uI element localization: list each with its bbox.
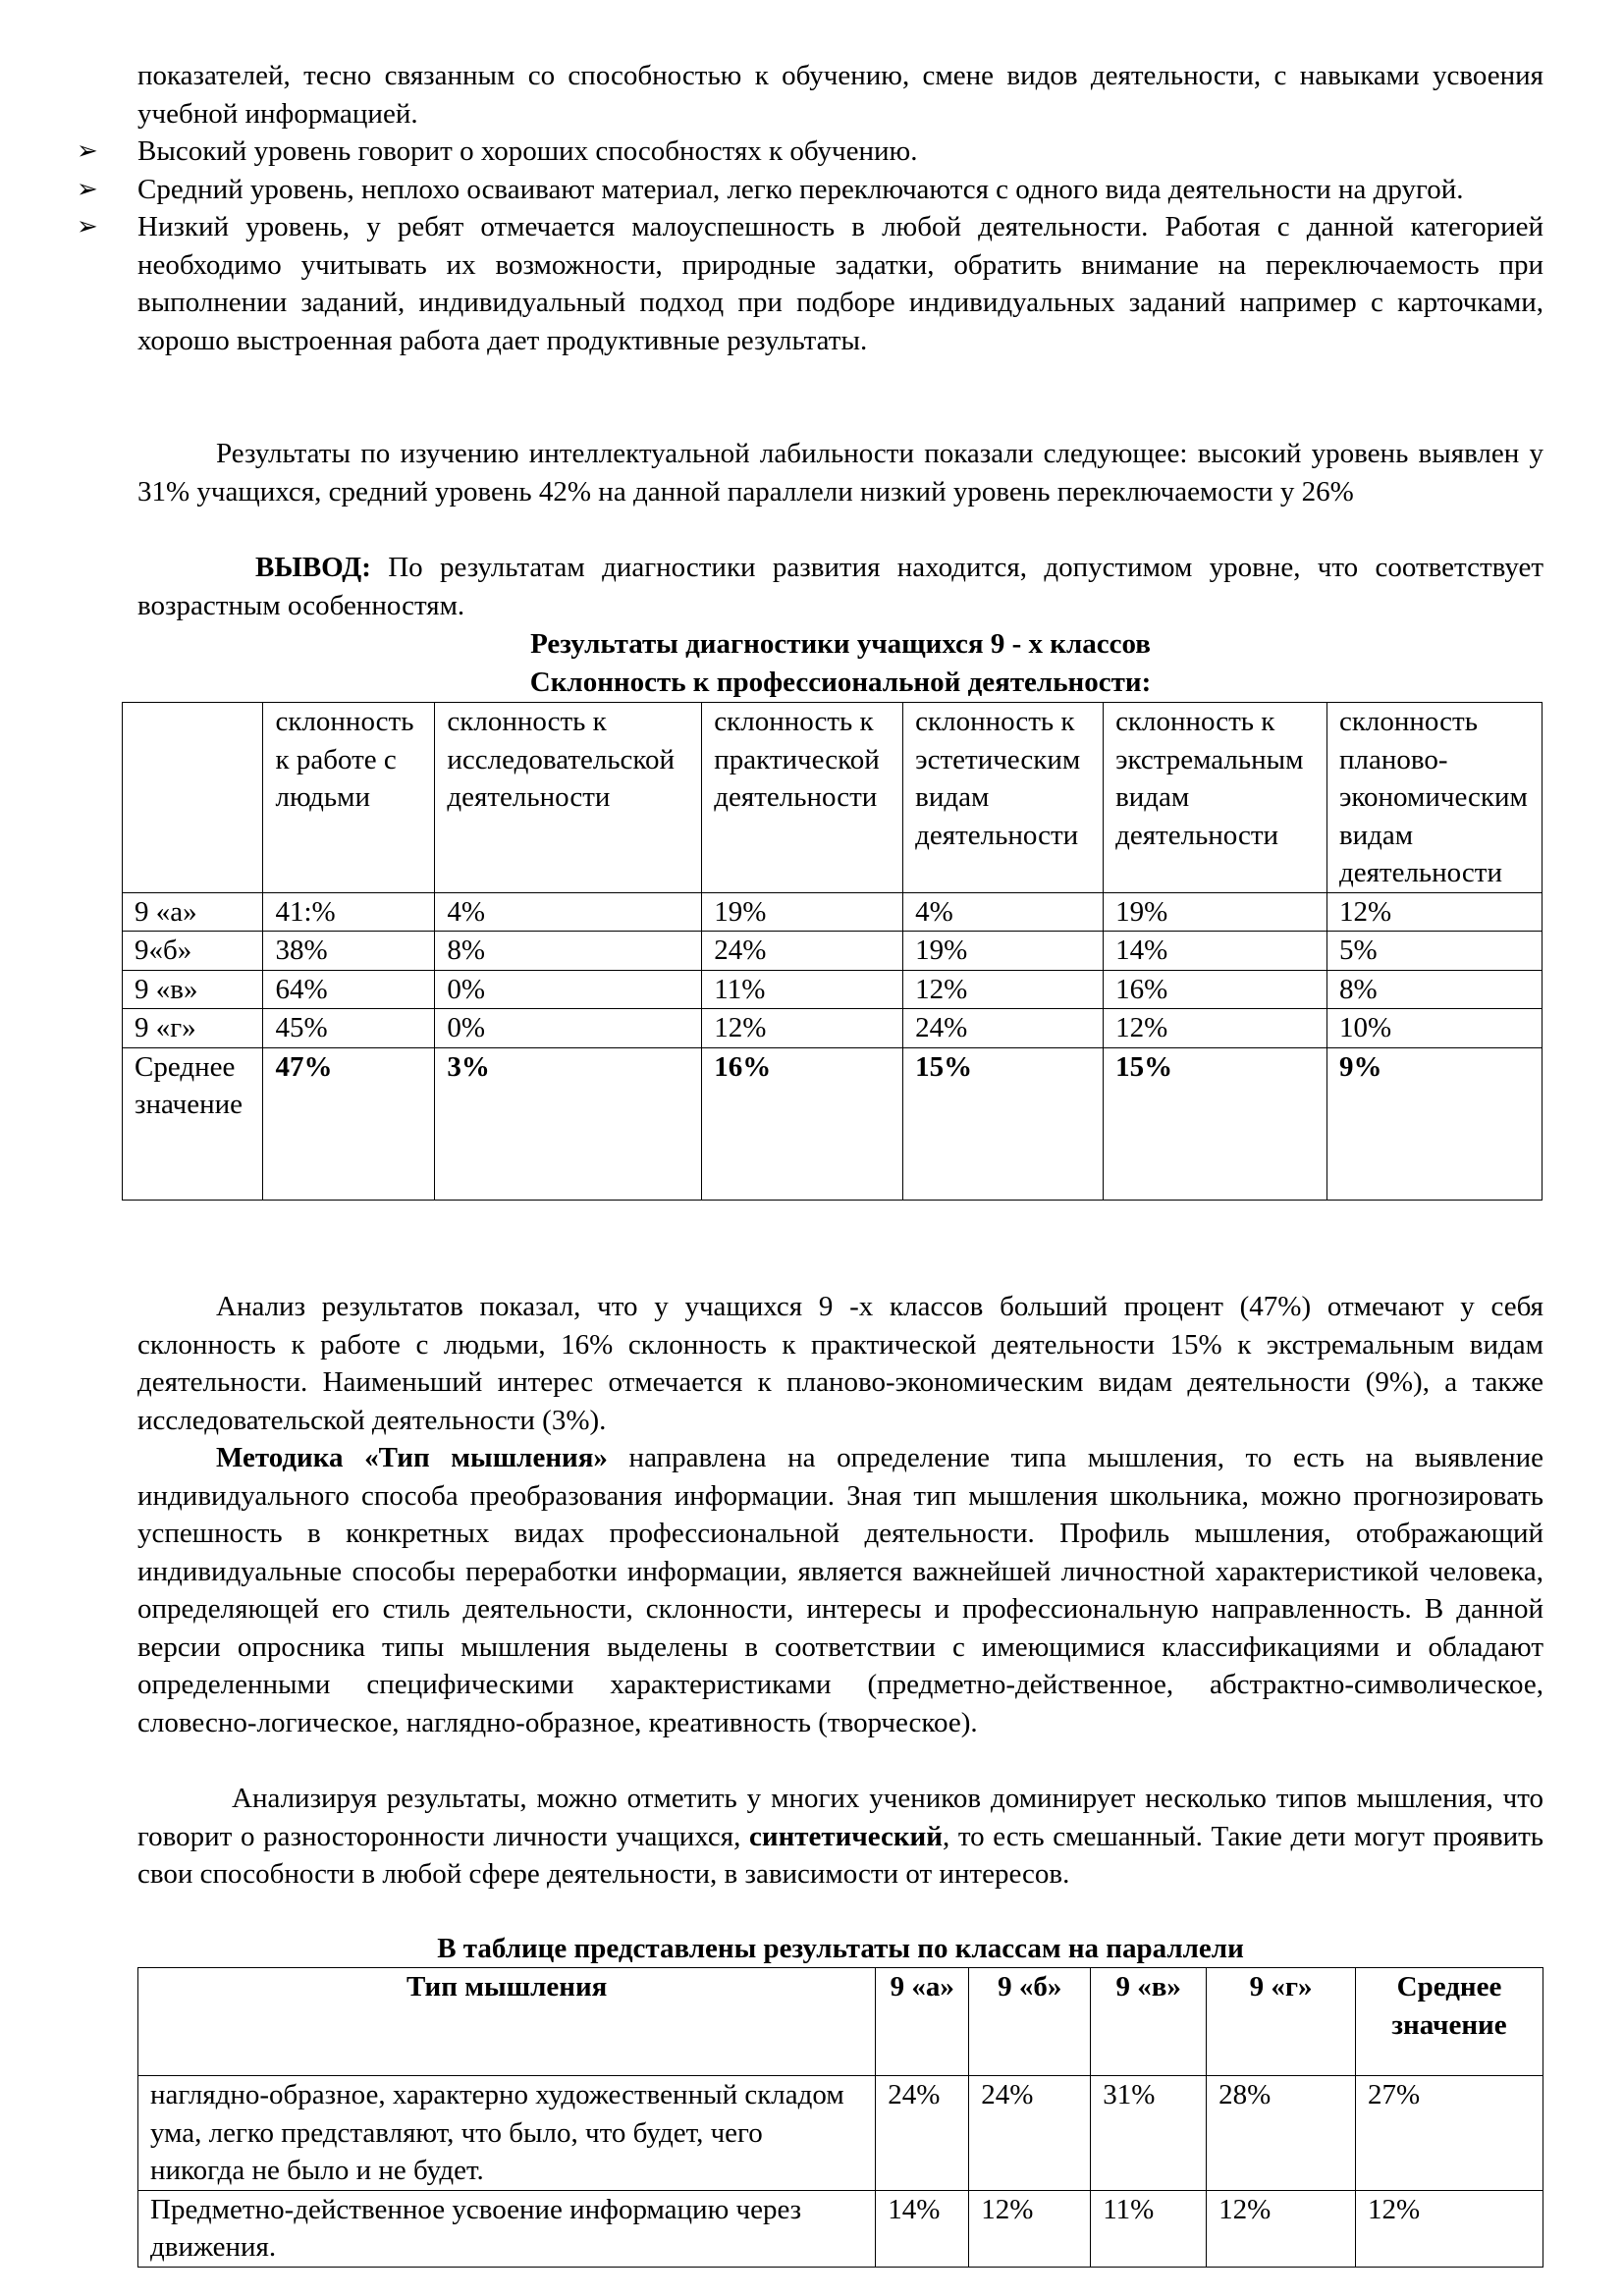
average-row [123,1047,1543,1200]
table-cell: 24% [702,932,903,971]
table-cell: 4% [903,892,1104,932]
table-header-cell: склонность к эстетическим видам деятельности [903,703,1104,893]
table-cell: 11% [702,970,903,1009]
table-cell: 12% [702,1009,903,1048]
intro-text: показателей, тесно связанным со способностью к обучению, смене видов деятельности, с навыками усвоения учебной информацией. [137,60,1543,130]
table-cell: 0% [435,1009,702,1048]
table-cell: 45% [263,1009,435,1048]
table-cell: 24% [903,1009,1104,1048]
table-cell: 10% [1326,1009,1542,1048]
table-cell: 12% [1207,2190,1356,2267]
table-row [123,932,1543,971]
average-cell: 9% [1326,1047,1542,1200]
table1-title: Результаты диагностики учащихся 9 - х классов [530,628,1151,660]
class-label: 9 «а» [123,892,263,932]
table-cell: 24% [876,2076,969,2191]
method-text: направлена на определение типа мышления, то есть на выявление индивидуального способа преобразования информации. Зная тип мышления школьника, можно прогнозировать успешность в конкретных видах профессиональной деятельности. Профиль мышления, отображающий индивидуальные способы переработки информации, является важнейшей личностной характеристикой человека, определяющей его стиль деятельности, склонности, интересы и профессиональную направленность. В данной версии опросника типы мышления выделены в соответствии с имеющимися классификациями и обладают определенными специфическими характеристиками (предметно-действенное, абстрактно-символическое, словесно-логическое, наглядно-образное, креативность (творческое). [137,1442,1544,1738]
table-header-cell: Среднее значение [1356,1968,1543,2076]
table-cell: 12% [1356,2190,1543,2267]
table-cell: 19% [1104,892,1327,932]
lability-text: Результаты по изучению интеллектуальной лабильности показали следующее: высокий уровень выявлен у 31% учащихся, средний уровень 42% на данной параллели низкий уровень переключаемости у 26% [137,438,1543,507]
method-name: Методика «Тип мышления» [216,1442,608,1473]
analysis-paragraph [137,1288,1543,1439]
table-cell: 12% [1326,892,1542,932]
table-cell: 24% [969,2076,1091,2191]
class-label: 9 «в» [123,970,263,1009]
conclusion-paragraph [137,549,1543,624]
conclusion-label: ВЫВОД: [255,552,371,583]
table-cell: 41:% [263,892,435,932]
table-header-cell: склонность к экстремальным видам деятельности [1104,703,1327,893]
average-label: Среднее значение [123,1047,263,1200]
analysis-text: Анализ результатов показал, что у учащихся 9 -х классов больший процент (47%) отмечают у себя склонность к работе с людьми, 16% склонность к практической деятельности 15% к экстремальным видам деятельности. Наименьший интерес отмечается к планово-экономическим видам деятельности (9%), а также исследовательской деятельности (3%). [137,1291,1543,1436]
table-row [123,970,1543,1009]
list-item: ➢ Низкий уровень, у ребят отмечается малоуспешность в любой деятельности. Работая с данной категорией необходимо учитывать их возможности, природные задатки, обратить внимание на переключаемость при выполнении заданий, индивидуальный подход при подборе индивидуальных заданий например с карточками, хорошо выстроенная работа дает продуктивные результаты. [137,208,1543,359]
table-cell: 28% [1207,2076,1356,2191]
table-header-cell: склонность к исследовательской деятельности [435,703,702,893]
table-cell: 8% [1326,970,1542,1009]
table-header-cell [123,703,263,893]
thinking-type-label: Предметно-действенное усвоение информацию через движения. [138,2190,876,2267]
table-cell: 19% [702,892,903,932]
table-row [123,1009,1543,1048]
table-cell: 8% [435,932,702,971]
table-header-row [123,703,1543,893]
list-item: ➢ Высокий уровень говорит о хороших способностях к обучению. [137,133,1543,171]
thinking-type-table [137,1967,1543,2268]
table-header-cell: склонность к работе с людьми [263,703,435,893]
table-row [138,2076,1543,2191]
list-item: ➢ Средний уровень, неплохо осваивают материал, легко переключаются с одного вида деятельности на другой. [137,171,1543,209]
table2-title: В таблице представлены результаты по классам на параллели [437,1933,1244,1964]
table-cell: 31% [1091,2076,1207,2191]
table-header-cell: Тип мышления [138,1968,876,2076]
inclination-table [122,702,1543,1201]
average-cell: 16% [702,1047,903,1200]
levels-list [77,133,1543,359]
class-label: 9 «г» [123,1009,263,1048]
table-header-cell: склонность к практической деятельности [702,703,903,893]
average-cell: 47% [263,1047,435,1200]
table-cell: 27% [1356,2076,1543,2191]
table-cell: 12% [969,2190,1091,2267]
table-cell: 19% [903,932,1104,971]
arrow-bullet-icon: ➢ [77,174,98,203]
table-cell: 12% [1104,1009,1327,1048]
table-cell: 5% [1326,932,1542,971]
synthesis-bold: синтетический [749,1820,943,1852]
table-header-cell: 9 «г» [1207,1968,1356,2076]
table-header-cell: склонность планово-экономическим видам деятельности [1326,703,1542,893]
table-cell: 14% [876,2190,969,2267]
average-cell: 3% [435,1047,702,1200]
arrow-bullet-icon: ➢ [77,136,98,165]
table-cell: 38% [263,932,435,971]
class-label: 9«б» [123,932,263,971]
table-cell: 16% [1104,970,1327,1009]
table-header-cell: 9 «в» [1091,1968,1207,2076]
table-cell: 0% [435,970,702,1009]
conclusion-text: По результатам диагностики развития находится, допустимом уровне, что соответствует возрастным особенностям. [137,552,1543,621]
lability-paragraph [137,435,1543,510]
thinking-type-label: наглядно-образное, характерно художественный складом ума, легко представляют, что было, что будет, чего никогда не было и не будет. [138,2076,876,2191]
table-header-cell: 9 «а» [876,1968,969,2076]
average-cell: 15% [1104,1047,1327,1200]
table-cell: 12% [903,970,1104,1009]
method-paragraph [137,1439,1543,1741]
table-header-cell: 9 «б» [969,1968,1091,2076]
table-cell: 4% [435,892,702,932]
table-cell: 11% [1091,2190,1207,2267]
table-row [138,2190,1543,2267]
table1-subtitle: Склонность к профессиональной деятельности: [529,667,1152,698]
table-header-row [138,1968,1543,2076]
average-cell: 15% [903,1047,1104,1200]
table-cell: 64% [263,970,435,1009]
intro-paragraph [137,57,1543,133]
arrow-bullet-icon: ➢ [77,212,98,240]
table-row [123,892,1543,932]
synthesis-paragraph: Анализируя результаты, можно отметить у многих учеников доминирует несколько типов мышления, что говорит о разносторонности личности учащихся, синтетический, то есть смешанный. Такие дети могут проявить свои способности в любой сфере деятельности, в зависимости от интересов. [137,1783,1544,1890]
table-cell: 14% [1104,932,1327,971]
